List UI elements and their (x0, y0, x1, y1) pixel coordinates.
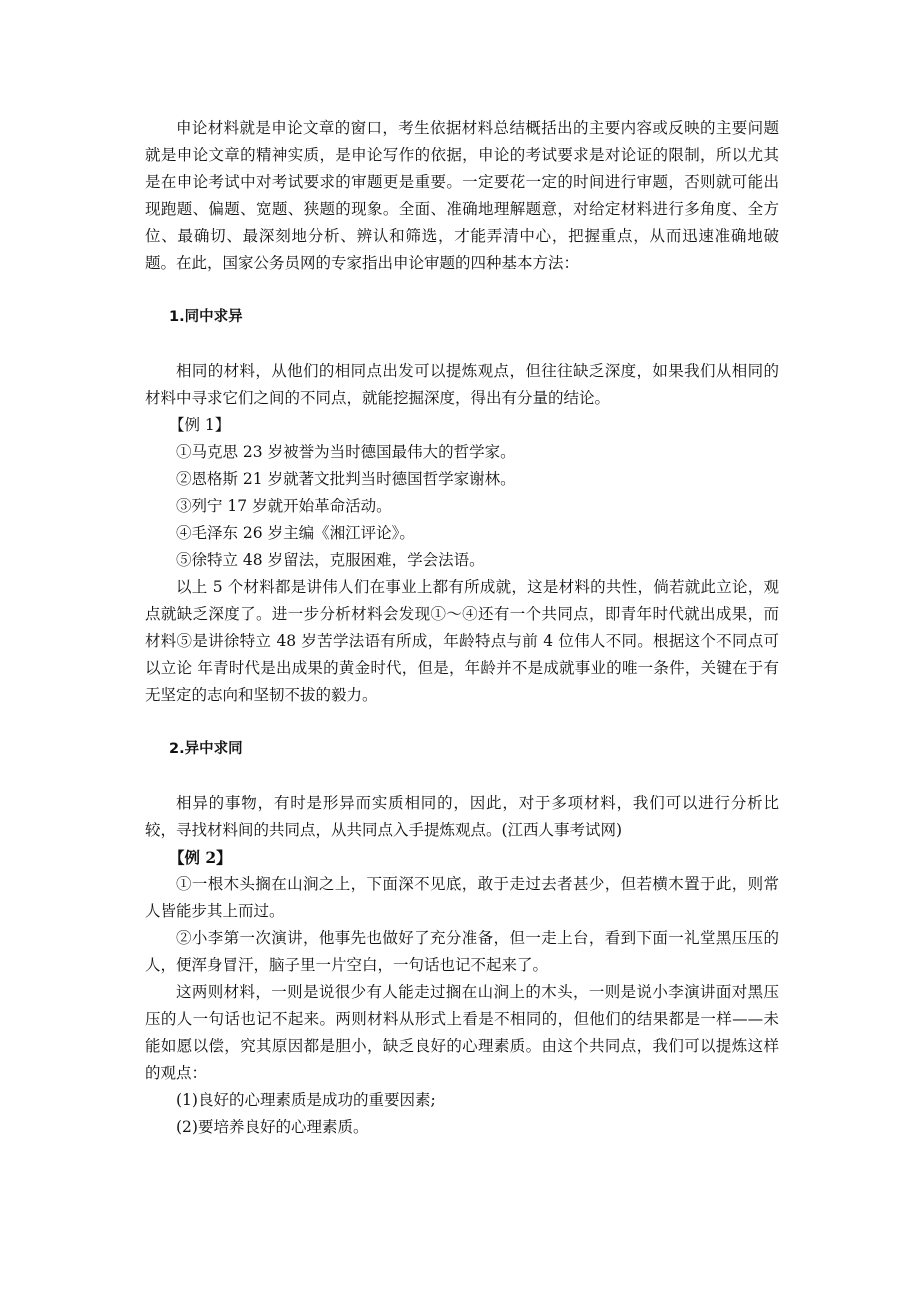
intro-paragraph: 申论材料就是申论文章的窗口，考生依据材料总结概括出的主要内容或反映的主要问题就是申论文章的精神实质，是申论写作的依据，申论的考试要求是对论证的限制，所以尤其是在申论考试中对考试要求的审题更是重要。一定要花一定的时间进行审题，否则就可能出现跑题、偏题、宽题、狭题的现象。全面、准确地理解题意，对给定材料进行多角度、全方位、最确切、最深刻地分析、辨认和筛选，才能弄清中心，把握重点，从而迅速准确地破题。在此，国家公务员网的专家指出申论审题的四种基本方法： (145, 119, 779, 272)
section-2-body: 相异的事物，有时是形异而实质相同的，因此，对于多项材料，我们可以进行分析比较，寻找材料间的共同点，从共同点入手提炼观点。(江西人事考试网) (145, 794, 779, 839)
section-1-heading: 1.同中求异 (169, 309, 243, 325)
spacer (145, 709, 779, 736)
section-2-heading: 2.异中求同 (169, 741, 243, 757)
section-2-analysis: 这两则材料，一则是说很少有人能走过搁在山涧上的木头，一则是说小李演讲面对黑压压的人一句话也记不起来。两则材料从形式上看是不相同的，但他们的结果都是一样——未能如愿以偿，究其原因都是胆小，缺乏良好的心理素质。由这个共同点，我们可以提炼这样的观点： (145, 983, 779, 1082)
spacer (145, 331, 779, 358)
spacer (145, 763, 779, 790)
viewpoint-item: (2)要培养良好的心理素质。 (176, 1118, 369, 1136)
document-content (145, 115, 779, 1141)
example-1-item: ⑤徐特立 48 岁留法，克服困难，学会法语。 (176, 551, 485, 569)
example-1-item: ①马克思 23 岁被誉为当时德国最伟大的哲学家。 (176, 443, 516, 461)
example-2-item: ②小李第一次演讲，他事先也做好了充分准备，但一走上台，看到下面一礼堂黑压压的人，便浑身冒汗，脑子里一片空白，一句话也记不起来了。 (145, 929, 779, 974)
example-1-item: ②恩格斯 21 岁就著文批判当时德国哲学家谢林。 (176, 470, 516, 488)
section-1-body: 相同的材料，从他们的相同点出发可以提炼观点，但往往缺乏深度，如果我们从相同的材料中寻求它们之间的不同点，就能挖掘深度，得出有分量的结论。 (145, 362, 779, 407)
example-1-label: 【例 1】 (169, 416, 231, 434)
example-1-item: ③列宁 17 岁就开始革命活动。 (176, 497, 392, 515)
example-1-item: ④毛泽东 26 岁主编《湘江评论》。 (176, 524, 415, 542)
section-1-analysis: 以上 5 个材料都是讲伟人们在事业上都有所成就，这是材料的共性，倘若就此立论，观点就缺乏深度了。进一步分析材料会发现①～④还有一个共同点，即青年时代就出成果，而材料⑤是讲徐特立 48 岁苦学法语有所成，年龄特点与前 4 位伟人不同。根据这个不同点可以立论 年青时代是出成果的黄金时代，但是，年龄并不是成就事业的唯一条件，关键在于有无坚定的志向和坚韧不拔的毅力。 (145, 578, 779, 704)
viewpoint-item: (1)良好的心理素质是成功的重要因素; (176, 1091, 436, 1109)
example-2-label: 【例 2】 (169, 848, 232, 867)
example-2-item: ①一根木头搁在山涧之上，下面深不见底，敢于走过去者甚少，但若横木置于此，则常人皆能步其上而过。 (145, 875, 779, 920)
